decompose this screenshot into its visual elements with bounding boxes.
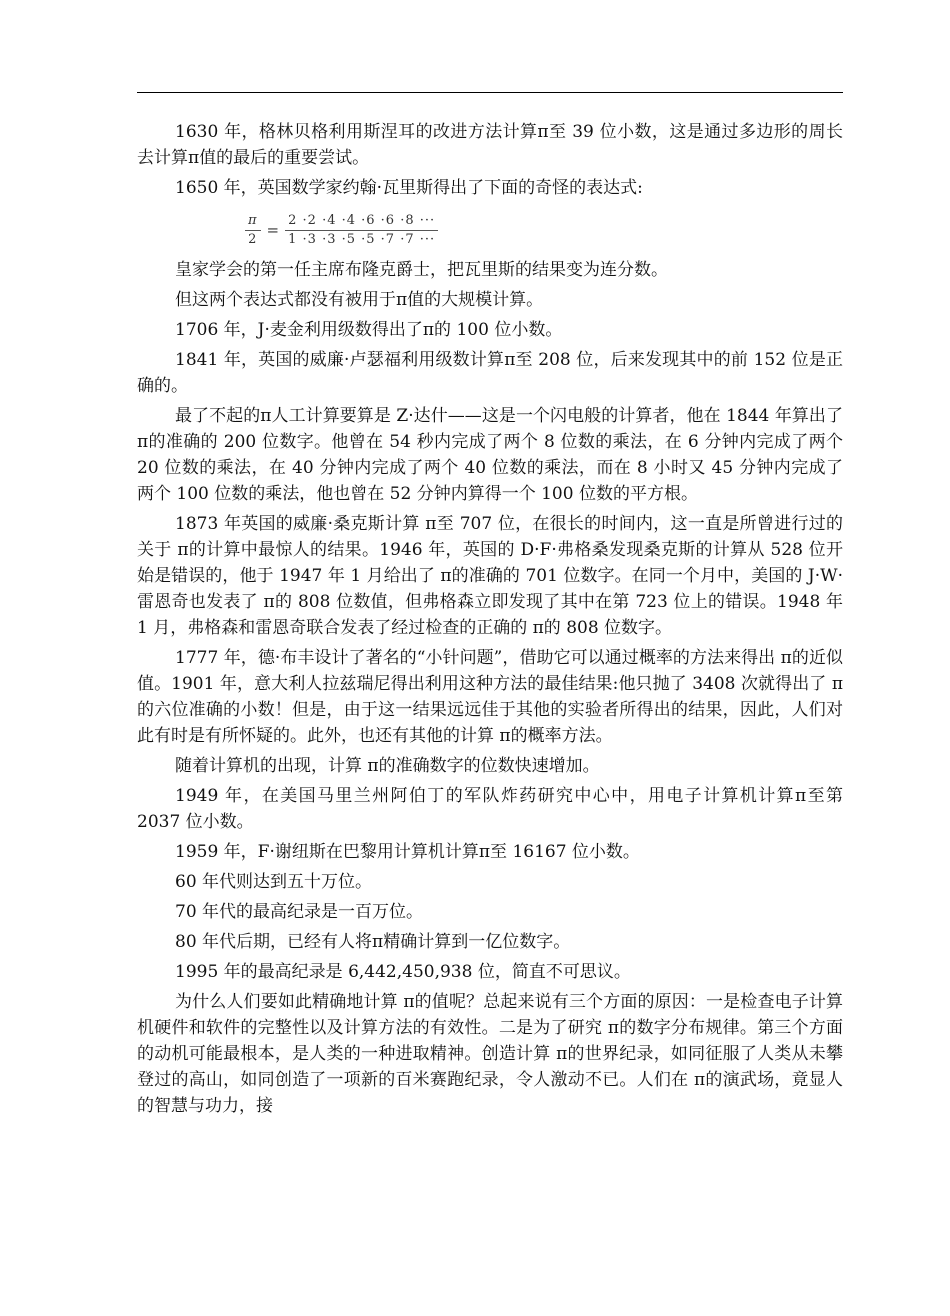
paragraph-1630: 1630 年，格林贝格利用斯涅耳的改进方法计算π至 39 位小数，这是通过多边形的周长去计算π值的最后的重要尝试。 [137,122,843,168]
paragraph-1873: 1873 年英国的威廉·桑克斯计算 π至 707 位，在很长的时间内，这一直是所曾进行过的关于 π的计算中最惊人的结果。1946 年，英国的 D·F·弗格桑发现桑克斯的计算从 528 位开始是错误的，他于 1947 年 1 月给出了 π的准确的 701 位数字。在同一个月中，美国的 J·W·雷恩奇也发表了 π的 808 位数值，但弗格森立即发现了其中在第 723 位上的错误。1948 年 1 月，弗格森和雷恩奇联合发表了经过检查的正确的 π的 808 位数字。 [137,514,843,638]
formula-rhs-denominator: 1 ·3 ·3 ·5 ·5 ·7 ·7 ··· [288,231,436,247]
formula-rhs-numerator: 2 ·2 ·4 ·4 ·6 ·6 ·8 ··· [285,212,438,231]
paragraph-1995: 1995 年的最高纪录是 6,442,450,938 位，简直不可思议。 [175,962,631,982]
paragraph-60s: 60 年代则达到五十万位。 [175,872,373,892]
formula-lhs-denominator: 2 [248,231,258,247]
paragraph-1706: 1706 年，J·麦金利用级数得出了π的 100 位小数。 [175,320,563,340]
formula-lhs-numerator: π [245,212,261,231]
paragraph-1959: 1959 年，F·谢纽斯在巴黎用计算机计算π至 16167 位小数。 [175,842,640,862]
paragraph-1949: 1949 年，在美国马里兰州阿伯丁的军队炸药研究中心中，用电子计算机计算π至第 2037 位小数。 [137,786,843,832]
paragraph-not-used: 但这两个表达式都没有被用于π值的大规模计算。 [175,290,544,310]
paragraph-brouncker: 皇家学会的第一任主席布隆克爵士，把瓦里斯的结果变为连分数。 [175,260,668,280]
paragraph-dase: 最了不起的π人工计算要算是 Z·达什——这是一个闪电般的计算者，他在 1844 年算出了 π的准确的 200 位数字。他曾在 54 秒内完成了两个 8 位数的乘法，在 6 分钟内完成了两个 20 位数的乘法，在 40 分钟内完成了两个 40 位数的乘法，而在 8 小时又 45 分钟内完成了两个 100 位数的乘法，他也曾在 52 分钟内算得一个 100 位数的平方根。 [137,406,843,504]
paragraph-1777: 1777 年，德·布丰设计了著名的“小针问题”，借助它可以通过概率的方法来得出 π的近似值。1901 年，意大利人拉兹瑞尼得出利用这种方法的最佳结果:他只抛了 3408 次就得出了 π的六位准确的小数！但是，由于这一结果远远佳于其他的实验者所得出的结果，因此，人们对此有时是有所怀疑的。此外，也还有其他的计算 π的概率方法。 [137,648,843,746]
header-rule [137,92,843,93]
paragraph-why: 为什么人们要如此精确地计算 π的值呢？总起来说有三个方面的原因：一是检查电子计算机硬件和软件的完整性以及计算方法的有效性。二是为了研究 π的数字分布规律。第三个方面的动机可能最根本，是人类的一种进取精神。创造计算 π的世界纪录，如同征服了人类从未攀登过的高山，如同创造了一项新的百米赛跑纪录，令人激动不已。人们在 π的演武场，竟显人的智慧与功力，接 [137,992,843,1116]
paragraph-70s: 70 年代的最高纪录是一百万位。 [175,902,424,922]
paragraph-1841: 1841 年，英国的威廉·卢瑟福利用级数计算π至 208 位，后来发现其中的前 152 位是正确的。 [137,350,843,396]
formula-equals: = [266,221,280,239]
page-body [137,119,843,1123]
wallis-formula [245,205,843,255]
formula-rhs [285,212,438,249]
formula-lhs [245,212,261,249]
paragraph-1650: 1650 年，英国数学家约翰·瓦里斯得出了下面的奇怪的表达式: [175,178,643,198]
paragraph-80s: 80 年代后期，已经有人将π精确计算到一亿位数字。 [175,932,571,952]
paragraph-computers: 随着计算机的出现，计算 π的准确数字的位数快速增加。 [175,756,600,776]
